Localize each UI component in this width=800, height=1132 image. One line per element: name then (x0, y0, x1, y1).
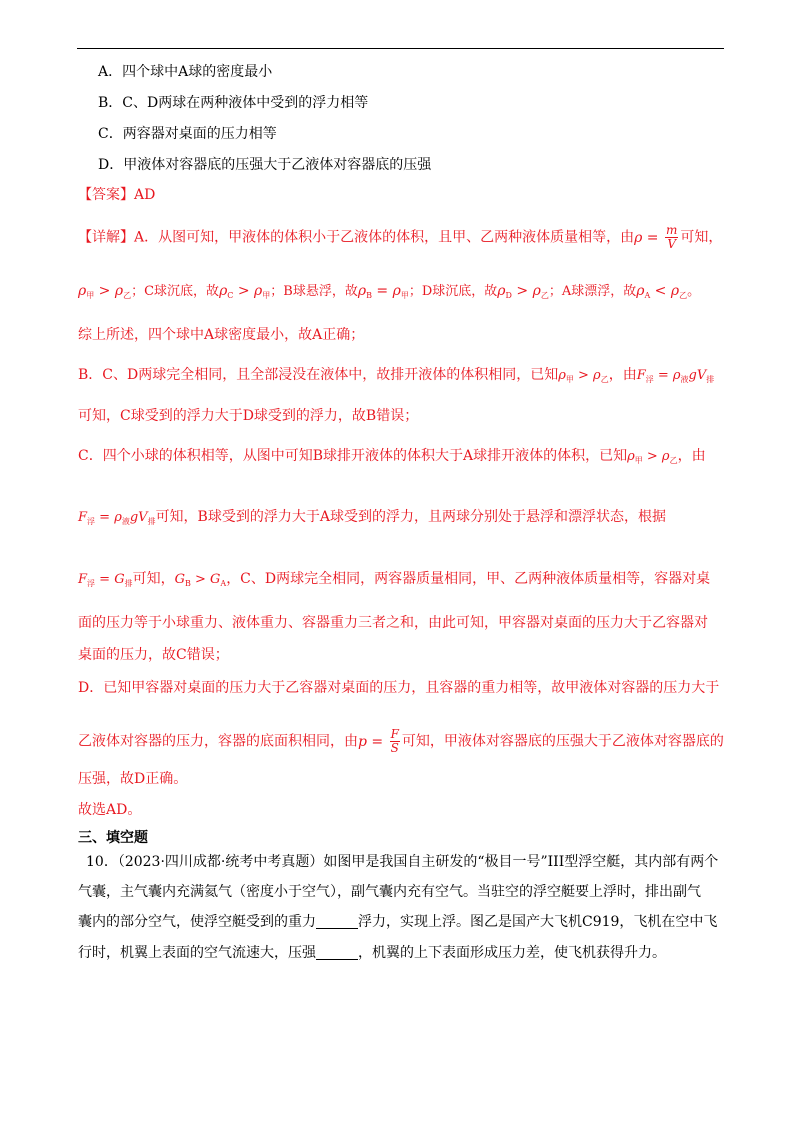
explanation-l2-text-5: 。 (687, 284, 701, 299)
q10-l4-part-a: 行时，机翼上表面的空气流速大，压强 (78, 945, 316, 961)
formula-rho-a-lt-yi: $\rho_A < \rho_乙$ (636, 283, 688, 300)
explanation-l8-text-1: 可知， (132, 571, 175, 587)
formula-buoyancy: $F_浮 = \rho_液gV_排$ (636, 368, 715, 384)
explanation-line-8 (78, 570, 710, 593)
explanation-l2-text-2: ；B球悬浮，故 (270, 284, 358, 299)
explanation-line-13: 压强，故D正确。 (78, 771, 188, 787)
explanation-l12-suffix: 可知，甲液体对容器底的压强大于乙液体对容器底的 (401, 733, 724, 750)
option-d: D．甲液体对容器底的压强大于乙液体对容器底的压强 (98, 157, 432, 173)
question-10-line-4 (78, 944, 666, 962)
explanation-line-2 (78, 282, 700, 305)
option-b: B．C、D两球在两种液体中受到的浮力相等 (98, 95, 369, 111)
explanation-line-14: 故选AD。 (78, 802, 142, 818)
explanation-line-3: 综上所述，四个球中A球密度最小，故A正确； (78, 327, 365, 343)
formula-gb-gt-ga: $G_B > G_A$ (174, 572, 227, 588)
explanation-line-7 (78, 508, 666, 531)
explanation-l2-text-3: ；D球沉底，故 (408, 284, 498, 299)
explanation-l8-text-2: ，C、D两球完全相同，两容器质量相同，甲、乙两种液体质量相等，容器对桌 (226, 571, 711, 587)
explanation-line-11: D．已知甲容器对桌面的压力大于乙容器对桌面的压力，且容器的重力相等，故甲液体对容器的压力大于 (78, 680, 720, 696)
top-rule (77, 48, 724, 49)
formula-buoyancy-2: $F_浮 = \rho_液gV_排$ (78, 510, 156, 526)
formula-rho-jia-gt-yi: $\rho_甲 > \rho_乙$ (78, 283, 132, 300)
explanation-line-6 (78, 447, 706, 470)
explanation-l7-text: 可知，B球受到的浮力大于A球受到的浮力，且两球分别处于悬浮和漂浮状态，根据 (155, 509, 666, 525)
formula-f-eq-g: $F_浮 = G_排$ (78, 572, 133, 588)
explanation-line-12 (78, 728, 724, 755)
formula-rho-d-gt-yi: $\rho_D > \rho_乙$ (497, 283, 549, 300)
question-10-line-3 (78, 913, 717, 931)
explanation-l12-prefix: 乙液体对容器的压力，容器的底面积相同，由 (78, 733, 358, 750)
explanation-l1-prefix: 【详解】A．从图可知，甲液体的体积小于乙液体的体积，且甲、乙两种液体质量相等，由 (78, 229, 635, 246)
explanation-line-10: 桌面的压力，故C错误； (78, 647, 229, 663)
formula-rho-c-gt-jia: $\rho_C > \rho_甲$ (219, 283, 271, 300)
density-formula: ρ = $\frac{m}{V}$ (634, 223, 678, 251)
answer-blank-1[interactable] (316, 914, 358, 929)
explanation-line-9: 面的压力等于小球重力、液体重力、容器重力三者之和，由此可知，甲容器对桌面的压力大于乙容器对 (78, 615, 708, 631)
q10-l4-part-b: ，机翼的上下表面形成压力差，使飞机获得升力。 (358, 945, 666, 961)
formula-rho-jia-gt-yi-2: $\rho_甲 > \rho_乙$ (558, 368, 609, 384)
explanation-line-1 (78, 224, 722, 251)
q10-l3-part-a: 囊内的部分空气，使浮空艇受到的重力 (78, 914, 316, 930)
section-heading: 三、填空题 (78, 830, 148, 846)
answer-blank-2[interactable] (316, 945, 358, 960)
explanation-l1-suffix: 可知， (680, 229, 723, 246)
question-10-line-2: 气囊，主气囊内充满氦气（密度小于空气），副气囊内充有空气。当驻空的浮空艇要上浮时，排出副气 (78, 884, 701, 900)
q10-l3-part-b: 浮力，实现上浮。图乙是国产大飞机C919，飞机在空中飞 (358, 914, 718, 930)
explanation-l6-text: C．四个小球的体积相等，从图中可知B球排开液体的体积大于A球排开液体的体积，已知 (78, 448, 628, 464)
explanation-l2-text-4: ；A球漂浮，故 (548, 284, 637, 299)
formula-rho-b-eq-jia: $\rho_B = \rho_甲$ (357, 283, 409, 300)
answer-line: 【答案】AD (78, 187, 156, 203)
explanation-l2-text-1: ；C球沉底，故 (131, 284, 220, 299)
explanation-l4-text: B．C、D两球完全相同，且全部浸没在液体中，故排开液体的体积相同，已知 (78, 367, 559, 383)
explanation-line-5: 可知，C球受到的浮力大于D球受到的浮力，故B错误； (78, 408, 419, 424)
explanation-l4-text-2: ，由 (608, 367, 637, 383)
explanation-line-4 (78, 366, 714, 389)
option-c: C．两容器对桌面的压力相等 (98, 126, 277, 142)
formula-rho-jia-gt-yi-3: $\rho_甲 > \rho_乙$ (627, 449, 678, 465)
option-a: A．四个球中A球的密度最小 (98, 64, 273, 80)
question-10-line-1: 10．（2023·四川成都·统考中考真题）如图甲是我国自主研发的“极目一号”III型浮空艇，其内部有两个 (86, 854, 719, 870)
pressure-formula: p = $\frac{F}{S}$ (358, 727, 399, 755)
explanation-l6-text-2: ，由 (677, 448, 706, 464)
